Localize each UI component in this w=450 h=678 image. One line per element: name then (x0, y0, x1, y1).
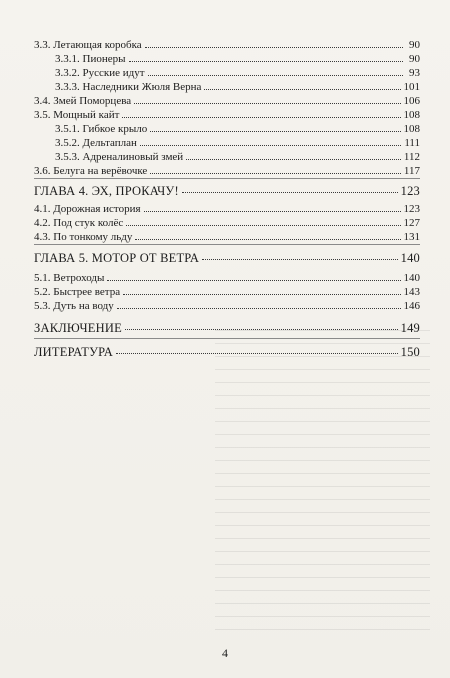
toc-entry-page: 106 (403, 95, 420, 107)
toc-entry-title: 5.1. Ветроходы (34, 272, 105, 284)
toc-entry-page: 123 (403, 203, 420, 215)
leader-dots (145, 38, 403, 48)
toc-entry-title: 3.4. Змей Поморцева (34, 95, 132, 107)
toc-entry-title: 3.3.2. Русские идут (55, 67, 145, 79)
leader-dots (150, 164, 401, 174)
toc-entry (34, 216, 420, 230)
divider (34, 338, 420, 339)
leader-dots (202, 250, 398, 260)
toc-entry-page: 101 (403, 81, 420, 93)
toc-entry (34, 299, 420, 313)
leader-dots (135, 230, 400, 240)
toc-entry-page: 108 (403, 109, 420, 121)
chapter-title: ГЛАВА 5. МОТОР ОТ ВЕТРА (34, 251, 200, 265)
leader-dots (116, 344, 398, 354)
leader-dots (148, 66, 403, 76)
toc-entry (55, 122, 420, 136)
toc-entry-page: 90 (409, 39, 420, 51)
leader-dots (122, 108, 400, 118)
leader-dots (126, 216, 400, 226)
page-number: 4 (222, 646, 228, 660)
chapter-title: ГЛАВА 4. ЭХ, ПРОКАЧУ! (34, 184, 179, 198)
toc-entry-page: 93 (409, 67, 420, 79)
toc-entry-title: 3.5.1. Гибкое крыло (55, 123, 148, 135)
leader-dots (107, 271, 400, 281)
leader-dots (134, 94, 400, 104)
leader-dots (204, 80, 400, 90)
toc-entry-page: 111 (404, 137, 420, 149)
toc-entry-title: 5.2. Быстрее ветра (34, 286, 121, 298)
toc-entry (55, 136, 420, 150)
toc-entry-page: 112 (403, 151, 420, 163)
leader-dots (125, 320, 398, 330)
show-through-text (215, 330, 430, 630)
toc-entry-title: 3.5.2. Дельтаплан (55, 137, 137, 149)
toc-entry (34, 108, 420, 122)
toc-entry (55, 66, 420, 80)
toc-entry-title: 3.6. Белуга на верёвочке (34, 165, 148, 177)
toc-entry (34, 285, 420, 299)
toc-entry-title: 3.3.3. Наследники Жюля Верна (55, 81, 202, 93)
toc-chapter-5 (34, 250, 420, 266)
toc-entry (34, 38, 420, 52)
toc-entry (34, 230, 420, 244)
toc-literature (34, 344, 420, 360)
toc-entry-page: 127 (403, 217, 420, 229)
toc-chapter-4 (34, 183, 420, 199)
leader-dots (144, 202, 401, 212)
toc-conclusion (34, 320, 420, 336)
toc-entry (34, 164, 420, 178)
toc-entry-page: 108 (403, 123, 420, 135)
toc-entry-page: 143 (403, 286, 420, 298)
leader-dots (140, 136, 401, 146)
chapter-page: 140 (400, 251, 420, 265)
toc-entry-title: 4.2. Под стук колёс (34, 217, 124, 229)
chapter-title: ЛИТЕРАТУРА (34, 345, 113, 359)
leader-dots (182, 183, 398, 193)
toc-entry-title: 3.3. Летающая коробка (34, 39, 142, 51)
divider (34, 244, 420, 245)
toc-entry (55, 80, 420, 94)
toc-entry-title: 4.3. По тонкому льду (34, 231, 133, 243)
toc-entry-page: 90 (409, 53, 420, 65)
chapter-title: ЗАКЛЮЧЕНИЕ (34, 321, 122, 335)
toc-entry-title: 3.5. Мощный кайт (34, 109, 120, 121)
leader-dots (123, 285, 400, 295)
toc-entry (34, 94, 420, 108)
toc-entry-title: 3.3.1. Пионеры (55, 53, 126, 65)
toc-entry-title: 4.1. Дорожная история (34, 203, 141, 215)
toc-entry-title: 5.3. Дуть на воду (34, 300, 114, 312)
toc-entry (34, 271, 420, 285)
toc-entry (55, 52, 420, 66)
leader-dots (150, 122, 400, 132)
toc-entry (55, 150, 420, 164)
toc-entry (34, 202, 420, 216)
toc-entry-title: 3.5.3. Адреналиновый змей (55, 151, 184, 163)
toc-entry-page: 146 (403, 300, 420, 312)
leader-dots (129, 52, 404, 62)
chapter-page: 149 (400, 321, 420, 335)
leader-dots (117, 299, 401, 309)
toc-entry-page: 117 (403, 165, 420, 177)
chapter-page: 150 (400, 345, 420, 359)
leader-dots (186, 150, 401, 160)
toc-entry-page: 140 (403, 272, 420, 284)
toc-entry-page: 131 (403, 231, 420, 243)
chapter-page: 123 (400, 184, 420, 198)
divider (34, 178, 420, 179)
